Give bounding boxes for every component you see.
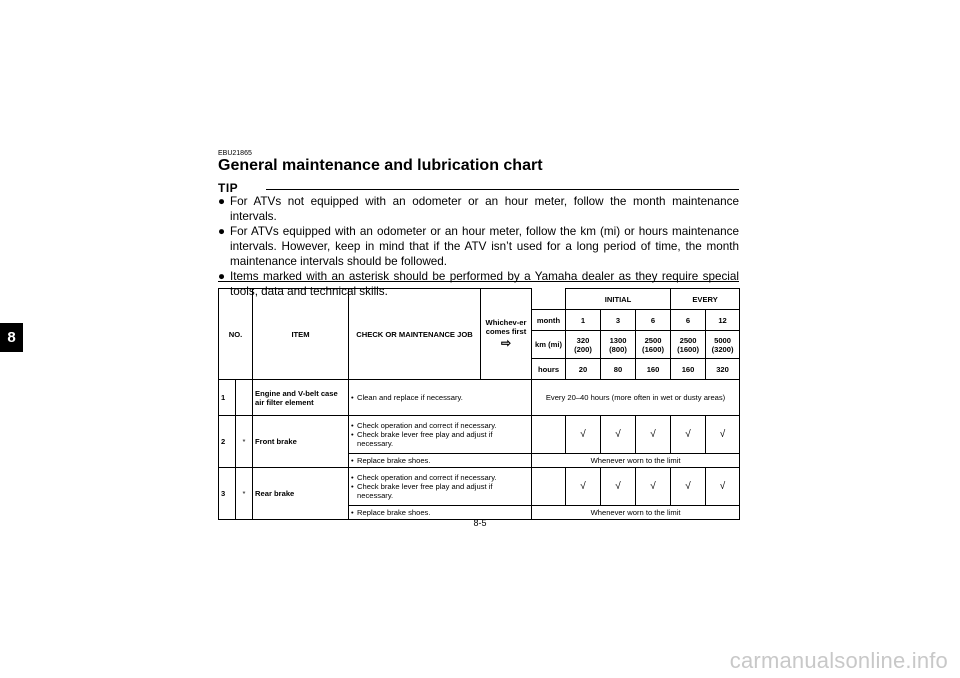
job-item — [351, 421, 529, 430]
interval-value: 160 — [671, 359, 706, 380]
header-job: CHECK OR MAINTENANCE JOB — [349, 289, 481, 380]
watermark: carmanualsonline.info — [729, 648, 948, 673]
reference-code: EBU21865 — [218, 150, 252, 157]
unit-label: month — [532, 310, 566, 331]
table-row — [219, 468, 740, 506]
maintenance-chart — [218, 288, 740, 520]
blank-cell — [532, 468, 566, 506]
bullet-icon: • — [351, 473, 354, 482]
interval-value: 2500 (1600) — [636, 331, 671, 359]
tip-item — [218, 224, 739, 269]
bullet-icon: ● — [218, 225, 226, 238]
bullet-icon: • — [351, 508, 354, 517]
check-icon: √ — [706, 416, 740, 454]
row-number: 3 — [219, 468, 236, 520]
tip-list — [218, 194, 739, 299]
row-job — [349, 468, 532, 506]
check-icon: √ — [636, 468, 671, 506]
job-item — [351, 393, 529, 402]
page-title: General maintenance and lubrication chart — [218, 157, 543, 174]
row-mark: * — [236, 468, 253, 520]
job-item — [351, 508, 529, 517]
tip-header — [218, 181, 739, 195]
row-mark: * — [236, 416, 253, 468]
tip-rule — [266, 189, 739, 190]
interval-value: 2500 (1600) — [671, 331, 706, 359]
job-item — [351, 456, 529, 465]
header-corner — [532, 289, 566, 310]
interval-value: 6 — [636, 310, 671, 331]
tip-text: For ATVs equipped with an odometer or an hour meter, follow the km (mi) or hours maintenance intervals. However, keep in mind that if the ATV isn’t used for a long period of time, the month maintenance intervals should be followed. — [230, 225, 739, 268]
header-row — [219, 289, 740, 310]
job-text: Clean and replace if necessary. — [357, 393, 463, 402]
row-item: Rear brake — [253, 468, 349, 520]
job-item — [351, 482, 529, 500]
job-text: Check operation and correct if necessary. — [357, 421, 497, 430]
interval-value: 1 — [566, 310, 601, 331]
interval-value: 6 — [671, 310, 706, 331]
header-no: NO. — [219, 289, 253, 380]
job-item — [351, 473, 529, 482]
job-text: Check brake lever free play and adjust if necessary. — [357, 482, 493, 500]
bullet-icon: ● — [218, 270, 226, 283]
bullet-icon: • — [351, 430, 354, 439]
unit-label: km (mi) — [532, 331, 566, 359]
header-every: EVERY — [671, 289, 740, 310]
table-row — [219, 380, 740, 416]
row-interval: Whenever worn to the limit — [532, 506, 740, 520]
row-number: 1 — [219, 380, 236, 416]
table-row — [219, 416, 740, 454]
row-mark — [236, 380, 253, 416]
section-tab: 8 — [0, 323, 23, 352]
job-text: Check operation and correct if necessary. — [357, 473, 497, 482]
row-job — [349, 454, 532, 468]
interval-value: 160 — [636, 359, 671, 380]
job-text: Check brake lever free play and adjust if necessary. — [357, 430, 493, 448]
check-icon: √ — [671, 468, 706, 506]
interval-value: 20 — [566, 359, 601, 380]
check-icon: √ — [671, 416, 706, 454]
row-item: Front brake — [253, 416, 349, 468]
interval-value: 320 — [706, 359, 740, 380]
interval-value: 3 — [601, 310, 636, 331]
job-item — [351, 430, 529, 448]
check-icon: √ — [566, 468, 601, 506]
job-text: Replace brake shoes. — [357, 456, 431, 465]
bullet-icon: • — [351, 456, 354, 465]
row-job — [349, 416, 532, 454]
header-whichever — [481, 289, 532, 380]
unit-label: hours — [532, 359, 566, 380]
header-item: ITEM — [253, 289, 349, 380]
bullet-icon: • — [351, 421, 354, 430]
tip-label: TIP — [218, 181, 239, 195]
bullet-icon: • — [351, 393, 354, 402]
blank-cell — [532, 416, 566, 454]
row-number: 2 — [219, 416, 236, 468]
tip-text: Items marked with an asterisk should be performed by a Yamaha dealer as they require special tools, data and technical skills. — [230, 270, 739, 298]
bullet-icon: • — [351, 482, 354, 491]
job-text: Replace brake shoes. — [357, 508, 431, 517]
row-interval: Whenever worn to the limit — [532, 454, 740, 468]
arrow-right-icon: ⇨ — [500, 336, 512, 350]
interval-value: 320 (200) — [566, 331, 601, 359]
row-item: Engine and V-belt case air filter element — [253, 380, 349, 416]
tip-end-rule — [218, 281, 739, 282]
whichever-text: Whichev-er comes first — [485, 318, 527, 336]
check-icon: √ — [601, 416, 636, 454]
page-number: 8-5 — [473, 518, 487, 528]
check-icon: √ — [566, 416, 601, 454]
interval-value: 80 — [601, 359, 636, 380]
tip-text: For ATVs not equipped with an odometer or an hour meter, follow the month maintenance intervals. — [230, 195, 739, 223]
check-icon: √ — [636, 416, 671, 454]
tip-item — [218, 194, 739, 224]
bullet-icon: ● — [218, 195, 226, 208]
interval-value: 12 — [706, 310, 740, 331]
check-icon: √ — [601, 468, 636, 506]
check-icon: √ — [706, 468, 740, 506]
row-job — [349, 380, 532, 416]
header-initial: INITIAL — [566, 289, 671, 310]
interval-value: 5000 (3200) — [706, 331, 740, 359]
row-interval: Every 20–40 hours (more often in wet or dusty areas) — [532, 380, 740, 416]
interval-value: 1300 (800) — [601, 331, 636, 359]
